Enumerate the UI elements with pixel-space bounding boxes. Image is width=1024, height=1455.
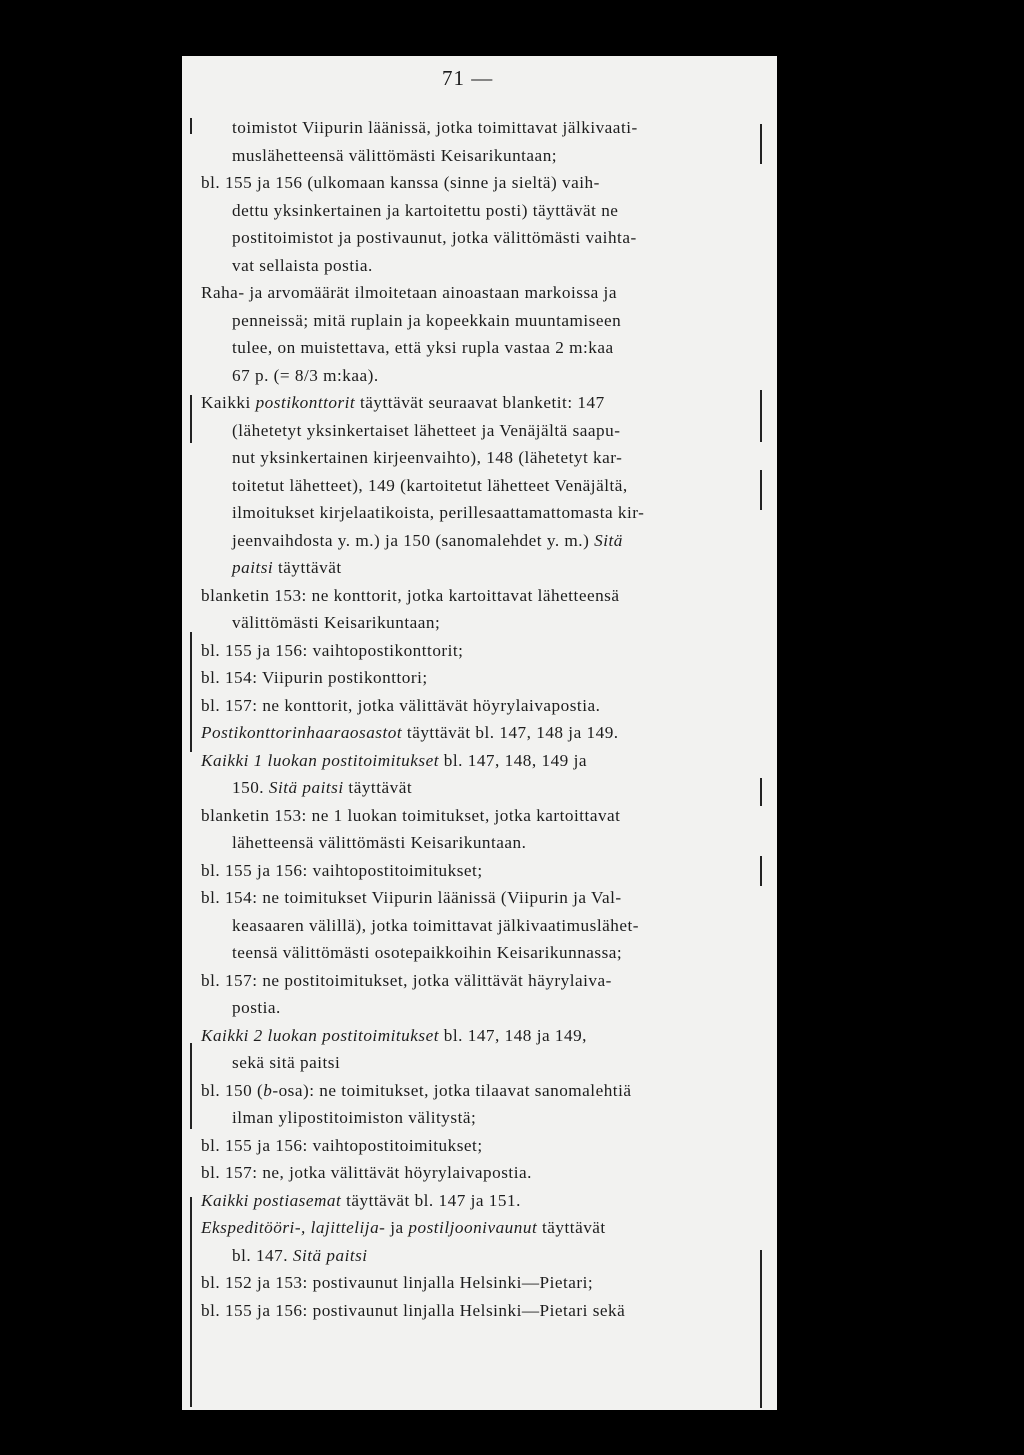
text-line: [201, 554, 754, 582]
text-segment: bl. 155 ja 156: vaihtopostikonttorit;: [201, 640, 464, 660]
text-line: [201, 1159, 754, 1187]
text-segment: bl. 152 ja 153: postivaunut linjalla Helsinki—Pietari;: [201, 1273, 594, 1292]
text-line: [201, 857, 754, 885]
text-line: [201, 774, 754, 802]
text-segment: bl. 147, 148 ja 149,: [438, 1025, 587, 1045]
text-segment: blanketin 153: ne 1 luokan toimitukset, jotka kartoittavat: [201, 805, 621, 825]
text-segment: vat sellaista postia.: [232, 255, 373, 275]
text-line: [201, 169, 754, 197]
text-segment: toitetut lähetteet), 149 (kartoitetut lähetteet Venäjältä,: [232, 475, 628, 495]
text-line: [201, 664, 754, 692]
text-line: [201, 224, 754, 252]
right-margin-rule: [760, 856, 762, 886]
text-line: [201, 1077, 754, 1105]
italic-text: Sitä: [594, 530, 623, 550]
text-line: [201, 1297, 754, 1325]
text-line: [201, 279, 754, 307]
right-margin-rule: [760, 778, 762, 806]
text-segment: postitoimistot ja postivaunut, jotka välittömästi vaihta-: [232, 228, 637, 247]
text-segment: 67 p. (= 8/3 m:kaa).: [232, 365, 379, 385]
text-segment: (lähetetyt yksinkertaiset lähetteet ja Venäjältä saapu-: [232, 420, 621, 440]
text-segment: -osa): ne toimitukset, jotka tilaavat sanomalehtiä: [272, 1080, 632, 1100]
text-line: [201, 334, 754, 362]
left-margin-rule: [190, 632, 192, 752]
italic-text: b: [263, 1080, 273, 1100]
right-margin-rule: [760, 470, 762, 510]
italic-text: Sitä paitsi: [292, 1245, 368, 1265]
text-line: [201, 637, 754, 665]
right-margin-rule: [760, 124, 762, 164]
text-segment: bl. 147, 148, 149 ja: [438, 750, 587, 770]
text-line: [201, 1049, 754, 1077]
text-segment: täyttävät seuraavat blanketit: 147: [355, 393, 605, 412]
left-margin-rule: [190, 1197, 192, 1407]
left-margin-rule: [190, 395, 192, 443]
body-text: [201, 114, 754, 1324]
text-line: [201, 1022, 754, 1050]
text-segment: Kaikki: [201, 393, 256, 412]
text-segment: dettu yksinkertainen ja kartoitettu posti) täyttävät ne: [232, 200, 619, 220]
text-line: [201, 197, 754, 225]
italic-text: Kaikki postiasemat: [201, 1190, 342, 1210]
text-segment: tulee, on muistettava, että yksi rupla vastaa 2 m:kaa: [232, 338, 614, 357]
text-line: [201, 417, 754, 445]
text-segment: täyttävät bl. 147, 148 ja 149.: [402, 723, 619, 742]
text-line: [201, 1187, 754, 1215]
text-line: [201, 967, 754, 995]
text-segment: täyttävät bl. 147 ja 151.: [341, 1190, 521, 1210]
text-segment: täyttävät: [343, 778, 413, 797]
text-segment: 150.: [232, 778, 269, 797]
text-line: [201, 389, 754, 417]
text-line: [201, 609, 754, 637]
text-line: [201, 582, 754, 610]
text-line: [201, 994, 754, 1022]
text-segment: bl. 157: ne, jotka välittävät höyrylaivapostia.: [201, 1163, 532, 1182]
text-segment: bl. 155 ja 156: postivaunut linjalla Helsinki—Pietari sekä: [201, 1300, 626, 1320]
italic-text: Sitä paitsi: [268, 778, 344, 797]
italic-text: Kaikki 1 luokan postitoimitukset: [201, 750, 439, 770]
text-segment: blanketin 153: ne konttorit, jotka kartoittavat lähetteensä: [201, 585, 620, 605]
text-line: [201, 1269, 754, 1297]
text-segment: toimistot Viipurin läänissä, jotka toimittavat jälkivaati-: [232, 118, 638, 137]
text-segment: sekä sitä paitsi: [232, 1053, 341, 1072]
text-segment: Raha- ja arvomäärät ilmoitetaan ainoastaan markoissa ja: [201, 283, 617, 302]
text-line: [201, 719, 754, 747]
text-segment: bl. 150 (: [201, 1080, 264, 1100]
text-line: [201, 307, 754, 335]
text-segment: bl. 155 ja 156: vaihtopostitoimitukset;: [201, 860, 483, 880]
text-line: [201, 747, 754, 775]
left-margin-rule: [190, 118, 192, 134]
page-number: 71 —: [442, 66, 494, 90]
italic-text: postikonttorit: [255, 393, 356, 412]
text-segment: jeenvaihdosta y. m.) ja 150 (sanomalehdet y. m.): [232, 530, 590, 550]
text-line: [201, 444, 754, 472]
text-line: [201, 114, 754, 142]
text-segment: lähetteensä välittömästi Keisarikuntaan.: [232, 833, 527, 852]
text-segment: täyttävät: [273, 558, 342, 577]
italic-text: postiljoonivaunut: [408, 1218, 538, 1237]
text-line: [201, 1242, 754, 1270]
text-line: [201, 472, 754, 500]
text-segment: bl. 155 ja 156: vaihtopostitoimitukset;: [201, 1135, 483, 1155]
italic-text: Postikonttorinhaaraosastot: [201, 723, 403, 742]
text-segment: bl. 147.: [232, 1245, 293, 1265]
text-segment: ilman ylipostitoimiston välitystä;: [232, 1108, 477, 1127]
text-line: [201, 252, 754, 280]
text-segment: postia.: [232, 998, 281, 1017]
text-segment: nut yksinkertainen kirjeenvaihto), 148 (lähetetyt kar-: [232, 448, 623, 467]
text-line: [201, 802, 754, 830]
text-segment: muslähetteensä välittömästi Keisarikuntaan;: [232, 145, 558, 165]
text-segment: ja: [385, 1218, 409, 1237]
text-segment: penneissä; mitä ruplain ja kopeekkain muuntamiseen: [232, 310, 622, 330]
text-line: [201, 499, 754, 527]
text-line: [201, 829, 754, 857]
text-line: [201, 142, 754, 170]
text-segment: keasaaren välillä), jotka toimittavat jälkivaatimuslähet-: [232, 915, 639, 935]
text-segment: bl. 155 ja 156 (ulkomaan kanssa (sinne ja sieltä) vaih-: [201, 173, 600, 192]
italic-text: paitsi: [232, 558, 274, 577]
text-segment: bl. 154: Viipurin postikonttori;: [201, 668, 428, 687]
text-segment: täyttävät: [537, 1218, 606, 1237]
text-segment: bl. 157: ne postitoimitukset, jotka välittävät häyrylaiva-: [201, 970, 612, 990]
text-line: [201, 912, 754, 940]
text-line: [201, 1132, 754, 1160]
text-segment: teensä välittömästi osotepaikkoihin Keisarikunnassa;: [232, 943, 623, 962]
text-line: [201, 527, 754, 555]
right-margin-rule: [760, 1250, 762, 1408]
text-line: [201, 939, 754, 967]
text-line: [201, 1104, 754, 1132]
italic-text: Kaikki 2 luokan postitoimitukset: [201, 1025, 439, 1045]
text-line: [201, 884, 754, 912]
italic-text: Ekspeditööri-, lajittelija-: [201, 1218, 386, 1237]
left-margin-rule: [190, 1043, 192, 1129]
text-segment: välittömästi Keisarikuntaan;: [232, 613, 441, 632]
text-segment: bl. 157: ne konttorit, jotka välittävät höyrylaivapostia.: [201, 695, 601, 715]
text-line: [201, 692, 754, 720]
right-margin-rule: [760, 390, 762, 442]
text-segment: bl. 154: ne toimitukset Viipurin läänissä (Viipurin ja Val-: [201, 888, 622, 907]
text-line: [201, 362, 754, 390]
text-segment: ilmoitukset kirjelaatikoista, perillesaattamattomasta kir-: [232, 503, 645, 522]
text-line: [201, 1214, 754, 1242]
